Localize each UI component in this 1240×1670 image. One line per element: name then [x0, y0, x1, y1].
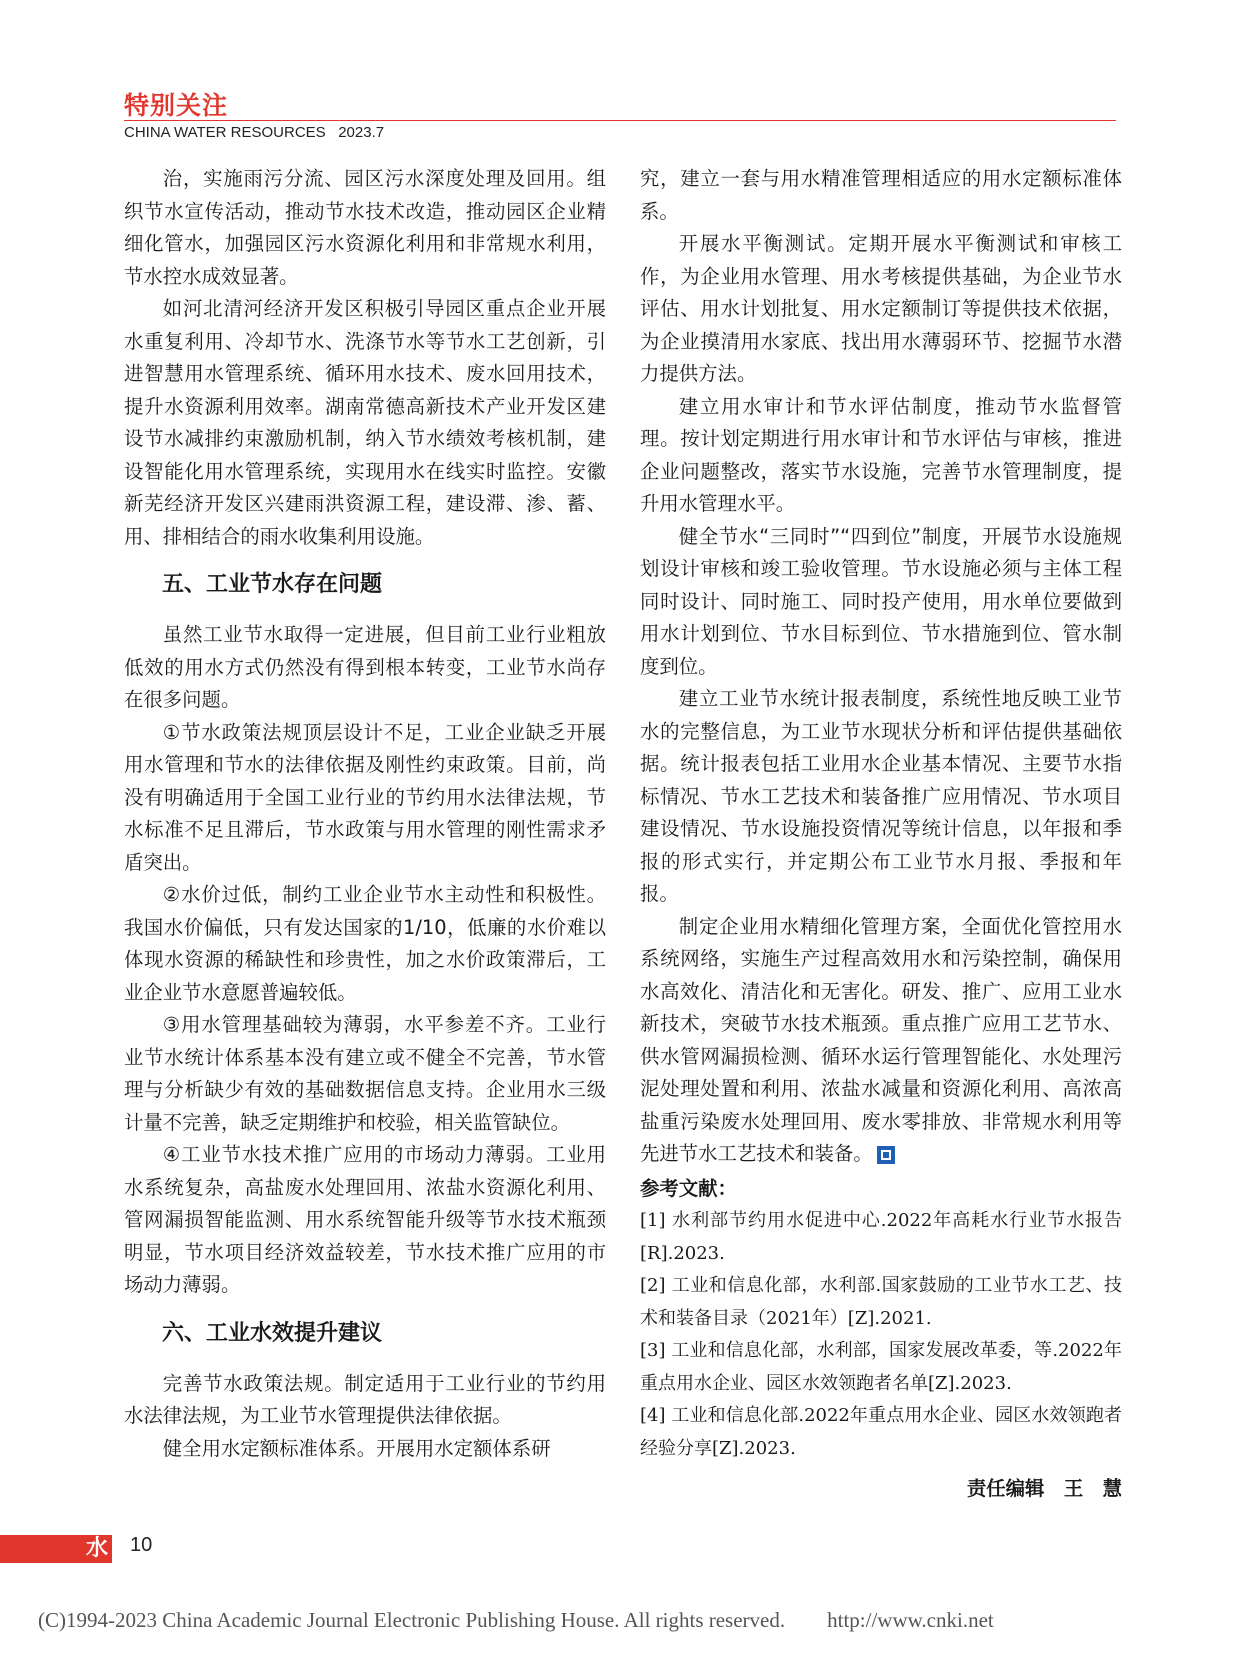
paragraph: 开展水平衡测试。定期开展水平衡测试和审核工作，为企业用水管理、用水考核提供基础，为企业节水评估、用水计划批复、用水定额制订等提供技术依据，为企业摸清用水家底、找出用水薄弱环节、挖掘节水潜力提供方法。: [640, 232, 1122, 385]
responsible-editor: 责任编辑 王 慧: [966, 1477, 1122, 1500]
left-column: [124, 163, 606, 1465]
paragraph: 健全用水定额标准体系。开展用水定额体系研: [162, 1436, 551, 1460]
paragraph: [640, 911, 1122, 1171]
references-title: 参考文献：: [640, 1176, 737, 1200]
paragraph: 建立用水审计和节水评估制度，推动节水监督管理。按计划定期进行用水审计和节水评估与审核，推进企业问题整改，落实节水设施，完善节水管理制度，提升用水管理水平。: [640, 394, 1122, 515]
journal-name: CHINA WATER RESOURCES: [124, 124, 326, 141]
header-section-title: 特别关注: [124, 91, 229, 120]
paragraph: 健全节水“三同时”“四到位”制度，开展节水设施规划设计审核和竣工验收管理。节水设施必须与主体工程同时设计、同时施工、同时投产使用，用水单位要做到用水计划到位、节水目标到位、节水措施到位、管水制度到位。: [640, 524, 1122, 678]
paragraph: 完善节水政策法规。制定适用于工业行业的节约用水法律法规，为工业节水管理提供法律依据。: [124, 1371, 606, 1427]
header-rule: [124, 120, 1116, 121]
journal-line: [124, 124, 384, 141]
paragraph: ③用水管理基础较为薄弱，水平参差不齐。工业行业节水统计体系基本没有建立或不健全不完善，节水管理与分析缺少有效的基础数据信息支持。企业用水三级计量不完善，缺乏定期维护和校验，相关监管缺位。: [124, 1013, 606, 1134]
paragraph: 虽然工业节水取得一定进展，但目前工业行业粗放低效的用水方式仍然没有得到根本转变，工业节水尚存在很多问题。: [124, 623, 606, 711]
reference-item: [3] 工业和信息化部，水利部，国家发展改革委，等.2022年重点用水企业、园区水效领跑者名单[Z].2023.: [640, 1340, 1122, 1394]
copyright-notice: (C)1994-2023 China Academic Journal Electronic Publishing House. All rights reserved. http://www.cnki.net: [38, 1608, 994, 1632]
journal-issue: 2023.7: [338, 124, 385, 141]
paragraph: 如河北清河经济开发区积极引导园区重点企业开展水重复利用、冷却节水、洗涤节水等节水工艺创新，引进智慧用水管理系统、循环用水技术、废水回用技术，提升水资源利用效率。湖南常德高新技术产业开发区建设节水减排约束激励机制，纳入节水绩效考核机制，建设智能化用水管理系统，实现用水在线实时监控。安徽新芜经济开发区兴建雨洪资源工程，建设滞、渗、蓄、用、排相结合的雨水收集利用设施。: [124, 297, 606, 548]
section-heading: 五、工业节水存在问题: [162, 572, 383, 597]
article-end-icon: [877, 1146, 895, 1164]
footer-water-char: 水: [86, 1536, 109, 1561]
section-heading: 六、工业水效提升建议: [162, 1320, 383, 1346]
paragraph-text: 制定企业用水精细化管理方案，全面优化管控用水系统网络，实施生产过程高效用水和污染控制，确保用水高效化、清洁化和无害化。研发、推广、应用工业水新技术，突破节水技术瓶颈。重点推广应用工艺节水、供水管网漏损检测、循环水运行管理智能化、水处理污泥处理处置和利用、浓盐水减量和资源化利用、高浓高盐重污染废水处理回用、废水零排放、非常规水利用等先进节水工艺技术和装备。: [640, 914, 1122, 1165]
paragraph: ①节水政策法规顶层设计不足，工业企业缺乏开展用水管理和节水的法律依据及刚性约束政策。目前，尚没有明确适用于全国工业行业的节约用水法律法规，节水标准不足且滞后，节水政策与用水管理的刚性需求矛盾突出。: [124, 720, 606, 874]
reference-item: [4] 工业和信息化部.2022年重点用水企业、园区水效领跑者经验分享[Z].2023.: [640, 1405, 1122, 1459]
paragraph: 建立工业节水统计报表制度，系统性地反映工业节水的完整信息，为工业节水现状分析和评估提供基础依据。统计报表包括工业用水企业基本情况、主要节水指标情况、节水工艺技术和装备推广应用情况、节水项目建设情况、节水设施投资情况等统计信息，以年报和季报的形式实行，并定期公布工业节水月报、季报和年报。: [640, 687, 1122, 905]
paragraph-continued: 究，建立一套与用水精准管理相适应的用水定额标准体系。: [640, 167, 1122, 223]
reference-item: [1] 水利部节约用水促进中心.2022年高耗水行业节水报告[R].2023.: [640, 1210, 1122, 1264]
right-column: [640, 163, 1122, 1506]
paragraph: ②水价过低，制约工业企业节水主动性和积极性。我国水价偏低，只有发达国家的1/10，低廉的水价难以体现水资源的稀缺性和珍贵性，加之水价政策滞后，工业企业节水意愿普遍较低。: [124, 883, 606, 1004]
reference-item: [2] 工业和信息化部，水利部.国家鼓励的工业节水工艺、技术和装备目录（2021年）[Z].2021.: [640, 1275, 1122, 1329]
page-number: 10: [130, 1534, 153, 1556]
paragraph: ④工业节水技术推广应用的市场动力薄弱。工业用水系统复杂，高盐废水处理回用、浓盐水资源化利用、管网漏损智能监测、用水系统智能升级等节水技术瓶颈明显，节水项目经济效益较差，节水技术推广应用的市场动力薄弱。: [124, 1143, 606, 1296]
paragraph: 治，实施雨污分流、园区污水深度处理及回用。组织节水宣传活动，推动节水技术改造，推动园区企业精细化管水，加强园区污水资源化利用和非常规水利用，节水控水成效显著。: [124, 167, 606, 288]
